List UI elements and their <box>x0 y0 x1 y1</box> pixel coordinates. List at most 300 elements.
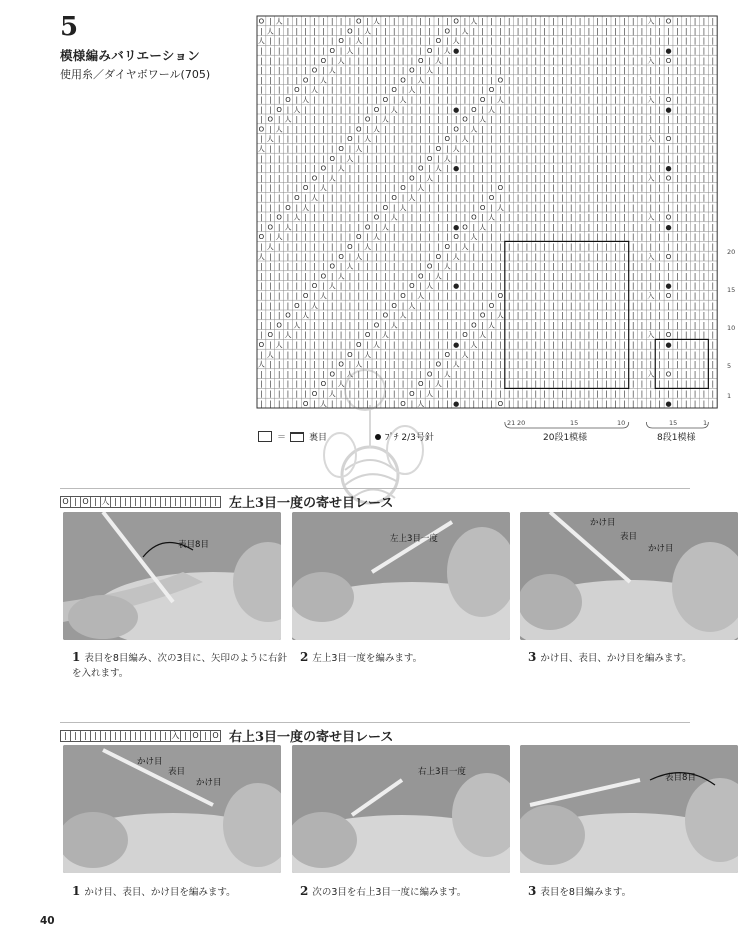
chart-cell: | <box>357 272 360 281</box>
chart-cell: | <box>410 360 414 369</box>
chart-cell: | <box>454 243 458 252</box>
chart-cell: | <box>339 194 343 203</box>
chart-cell: | <box>331 96 334 105</box>
chart-cell: | <box>640 262 644 271</box>
chart-cell: | <box>693 282 697 291</box>
chart-cell: | <box>481 174 484 183</box>
chart-cell: | <box>463 252 467 261</box>
chart-cell: | <box>569 47 573 56</box>
chart-cell: | <box>623 17 626 26</box>
chart-cell: | <box>525 292 529 301</box>
chart-cell: | <box>578 66 582 75</box>
chart-cell: | <box>578 223 582 232</box>
chart-cell: | <box>304 321 307 330</box>
chart-cell: | <box>490 164 493 173</box>
chart-cell: | <box>605 321 608 330</box>
chart-cell: | <box>578 145 582 154</box>
chart-cell: | <box>649 203 653 212</box>
chart-cell: | <box>357 203 360 212</box>
chart-cell: | <box>499 262 502 271</box>
chart-cell: 人 <box>417 184 425 193</box>
chart-cell: | <box>614 331 617 340</box>
chart-cell: | <box>543 66 546 75</box>
chart-cell: | <box>375 311 378 320</box>
chart-cell: | <box>516 184 520 193</box>
chart-cell: | <box>286 213 290 222</box>
chart-cell: 人 <box>381 331 389 340</box>
chart-cell: | <box>667 243 670 252</box>
chart-cell: | <box>631 321 635 330</box>
chart-cell: | <box>676 223 679 232</box>
chart-cell: 人 <box>372 341 380 350</box>
chart-cell: | <box>685 243 688 252</box>
chart-cell: | <box>410 272 414 281</box>
chart-cell: | <box>587 370 591 379</box>
chart-cell: | <box>472 301 476 310</box>
chart-cell: O <box>364 331 371 340</box>
chart-cell: | <box>269 252 272 261</box>
chart-cell: | <box>508 27 511 36</box>
chart-cell: | <box>623 164 626 173</box>
chart-cell: | <box>490 66 493 75</box>
chart-cell: 入 <box>647 135 655 144</box>
chart-cell: | <box>313 321 316 330</box>
chart-cell: | <box>269 76 272 85</box>
chart-cell: | <box>446 341 449 350</box>
chart-cell: | <box>569 145 573 154</box>
chart-cell: | <box>578 96 582 105</box>
chart-cell: | <box>543 252 546 261</box>
chart-cell: | <box>401 233 405 242</box>
chart-cell: O <box>258 125 265 134</box>
chart-cell: | <box>685 47 688 56</box>
chart-cell: | <box>481 399 484 408</box>
chart-cell: | <box>304 86 307 95</box>
chart-cell: | <box>454 56 458 65</box>
chart-cell: | <box>428 243 431 252</box>
chart-cell: | <box>313 350 316 359</box>
chart-cell: | <box>304 145 307 154</box>
chart-cell: | <box>348 56 352 65</box>
chart-cell: | <box>658 154 661 163</box>
chart-cell: | <box>711 233 714 242</box>
chart-cell: | <box>525 37 529 46</box>
chart-cell: | <box>561 203 564 212</box>
chart-cell: 人 <box>364 27 372 36</box>
chart-cell: | <box>375 399 378 408</box>
chart-cell: | <box>614 86 617 95</box>
chart-cell: | <box>702 272 706 281</box>
chart-cell: | <box>596 56 599 65</box>
chart-cell: | <box>401 350 405 359</box>
chart-cell: | <box>499 27 502 36</box>
chart-cell: | <box>658 399 661 408</box>
photo-label: かけ目 <box>137 757 163 767</box>
chart-cell: | <box>605 399 608 408</box>
chart-cell: | <box>569 27 573 36</box>
stitch-symbol: | <box>71 497 81 507</box>
chart-cell: | <box>676 380 679 389</box>
chart-cell: | <box>313 17 316 26</box>
chart-cell: | <box>693 135 697 144</box>
stitch-symbol: | <box>191 497 201 507</box>
chart-cell: | <box>304 47 307 56</box>
chart-cell: | <box>463 145 467 154</box>
chart-cell: | <box>277 184 281 193</box>
chart-cell: | <box>375 115 378 124</box>
chart-cell: | <box>561 194 564 203</box>
chart-cell: | <box>587 145 591 154</box>
chart-cell: | <box>623 145 626 154</box>
chart-cell: | <box>339 223 343 232</box>
chart-cell: 人 <box>381 115 389 124</box>
chart-cell: 人 <box>461 243 469 252</box>
chart-cell: | <box>534 66 537 75</box>
chart-cell: | <box>569 233 573 242</box>
chart-cell: | <box>481 47 484 56</box>
chart-cell: | <box>693 76 697 85</box>
chart-cell: | <box>658 66 661 75</box>
chart-cell: | <box>260 282 263 291</box>
chart-cell: | <box>543 301 546 310</box>
chart-cell: | <box>481 341 484 350</box>
chart-cell: | <box>631 154 635 163</box>
chart-cell: | <box>401 174 405 183</box>
chart-cell: | <box>277 223 281 232</box>
chart-cell: | <box>631 213 635 222</box>
chart-cell: | <box>454 213 458 222</box>
chart-cell: | <box>711 331 714 340</box>
chart-cell: | <box>552 350 555 359</box>
chart-cell: | <box>676 194 679 203</box>
pattern-number: 5 <box>60 12 79 42</box>
chart-cell: O <box>364 115 371 124</box>
chart-cell: | <box>357 47 360 56</box>
chart-cell: | <box>685 213 688 222</box>
chart-cell: | <box>410 105 414 114</box>
chart-cell: | <box>322 27 325 36</box>
chart-cell: | <box>428 17 431 26</box>
chart-cell: | <box>331 115 334 124</box>
chart-cell: | <box>605 203 608 212</box>
legend-bobble-label: ﾌﾟﾁ 2/3号針 <box>385 433 434 443</box>
chart-cell: O <box>665 252 672 261</box>
chart-cell: | <box>437 17 440 26</box>
chart-cell: | <box>516 76 520 85</box>
chart-cell: | <box>552 292 555 301</box>
chart-cell: | <box>322 301 325 310</box>
chart-cell: | <box>260 66 263 75</box>
photo-label: 表目 <box>168 767 186 777</box>
chart-cell: | <box>569 380 573 389</box>
chart-cell: | <box>481 17 484 26</box>
chart-cell: | <box>525 86 529 95</box>
chart-cell: | <box>401 56 405 65</box>
chart-cell: | <box>313 223 316 232</box>
chart-cell: O <box>373 213 380 222</box>
chart-cell: | <box>543 47 546 56</box>
chart-cell: | <box>676 135 679 144</box>
chart-cell: | <box>711 76 714 85</box>
chart-cell: | <box>623 292 626 301</box>
chart-cell: | <box>658 86 661 95</box>
photo-label: 左上3目一度 <box>390 534 438 544</box>
purl-symbol-icon <box>290 432 304 442</box>
chart-cell: | <box>401 47 405 56</box>
chart-cell: | <box>587 380 591 389</box>
chart-cell: | <box>384 174 387 183</box>
chart-cell: | <box>499 350 502 359</box>
chart-cell: | <box>322 360 325 369</box>
chart-cell: 人 <box>461 27 469 36</box>
chart-cell: | <box>490 341 493 350</box>
chart-cell: ● <box>665 282 672 291</box>
chart-cell: | <box>596 341 599 350</box>
chart-cell: | <box>481 360 484 369</box>
chart-cell: | <box>401 154 405 163</box>
chart-cell: | <box>552 17 555 26</box>
chart-cell: | <box>693 341 697 350</box>
chart-cell: 人 <box>417 292 425 301</box>
chart-cell: | <box>552 47 555 56</box>
chart-cell: | <box>587 96 591 105</box>
chart-cell: | <box>614 243 617 252</box>
chart-cell: | <box>348 213 352 222</box>
chart-cell: | <box>693 86 697 95</box>
chart-cell: | <box>516 125 520 134</box>
chart-cell: | <box>499 233 502 242</box>
chart-cell: | <box>499 135 502 144</box>
chart-cell: | <box>649 380 653 389</box>
chart-cell: | <box>649 125 653 134</box>
chart-cell: | <box>525 66 529 75</box>
chart-cell: | <box>676 341 679 350</box>
chart-cell: | <box>277 282 281 291</box>
chart-cell: | <box>331 125 334 134</box>
stitch-symbol: | <box>171 497 181 507</box>
chart-cell: | <box>631 125 635 134</box>
chart-cell: | <box>366 86 369 95</box>
chart-cell: | <box>419 125 422 134</box>
chart-cell: | <box>543 380 546 389</box>
chart-cell: | <box>401 27 405 36</box>
chart-cell: O <box>417 272 424 281</box>
chart-cell: | <box>552 243 555 252</box>
chart-cell: | <box>322 145 325 154</box>
chart-cell: | <box>693 370 697 379</box>
chart-cell: | <box>640 37 644 46</box>
chart-cell: | <box>543 399 546 408</box>
chart-cell: | <box>552 272 555 281</box>
chart-cell: | <box>516 115 520 124</box>
chart-cell: | <box>401 164 405 173</box>
chart-cell: | <box>649 223 653 232</box>
chart-cell: | <box>605 311 608 320</box>
chart-cell: | <box>419 47 422 56</box>
chart-cell: | <box>295 399 299 408</box>
chart-cell: | <box>384 135 387 144</box>
chart-cell: | <box>463 194 467 203</box>
repeat-label-left: 20段1模様 <box>543 433 588 443</box>
chart-cell: | <box>463 321 467 330</box>
chart-cell: | <box>269 56 272 65</box>
chart-cell: | <box>428 360 431 369</box>
chart-cell: | <box>437 27 440 36</box>
chart-cell: | <box>357 115 360 124</box>
chart-cell: | <box>260 223 263 232</box>
chart-cell: | <box>543 145 546 154</box>
chart-cell: | <box>419 331 422 340</box>
chart-cell: | <box>366 390 369 399</box>
chart-cell: 人 <box>461 350 469 359</box>
chart-cell: | <box>640 164 644 173</box>
chart-cell: | <box>490 203 493 212</box>
chart-cell: | <box>410 350 414 359</box>
chart-cell: | <box>658 203 661 212</box>
chart-cell: O <box>267 331 274 340</box>
chart-cell: | <box>561 321 564 330</box>
chart-cell: | <box>322 66 325 75</box>
chart-cell: | <box>543 154 546 163</box>
chart-cell: | <box>658 321 661 330</box>
chart-cell: | <box>357 282 360 291</box>
chart-cell: | <box>693 145 697 154</box>
chart-cell: | <box>569 125 573 134</box>
chart-cell: | <box>711 164 714 173</box>
chart-cell: | <box>437 194 440 203</box>
chart-cell: | <box>596 399 599 408</box>
chart-cell: | <box>260 56 263 65</box>
chart-cell: | <box>313 331 316 340</box>
chart-cell: | <box>561 37 564 46</box>
chart-cell: | <box>667 125 670 134</box>
stitch-symbol: | <box>181 497 191 507</box>
chart-cell: | <box>384 125 387 134</box>
chart-cell: | <box>578 213 582 222</box>
chart-cell: 人 <box>293 321 301 330</box>
chart-cell: | <box>702 194 706 203</box>
chart-cell: | <box>322 47 325 56</box>
chart-cell: | <box>516 311 520 320</box>
chart-cell: | <box>596 262 599 271</box>
chart-cell: | <box>446 145 449 154</box>
chart-cell: | <box>322 341 325 350</box>
chart-cell: | <box>711 341 714 350</box>
chart-cell: | <box>410 76 414 85</box>
chart-cell: | <box>561 272 564 281</box>
chart-cell: | <box>676 145 679 154</box>
chart-cell: | <box>472 380 476 389</box>
chart-cell: | <box>331 37 334 46</box>
chart-cell: | <box>693 380 697 389</box>
chart-cell: | <box>269 125 272 134</box>
repeat-brace <box>646 422 708 428</box>
chart-cell: | <box>375 194 378 203</box>
chart-cell: | <box>702 76 706 85</box>
chart-cell: | <box>552 145 555 154</box>
chart-cell: | <box>392 399 396 408</box>
chart-cell: 人 <box>293 105 301 114</box>
chart-cell: O <box>497 399 504 408</box>
chart-cell: | <box>410 252 414 261</box>
chart-cell: | <box>596 105 599 114</box>
chart-cell: | <box>392 360 396 369</box>
chart-cell: | <box>667 184 670 193</box>
chart-cell: | <box>685 174 688 183</box>
chart-cell: | <box>561 223 564 232</box>
chart-cell: 人 <box>496 203 504 212</box>
chart-cell: | <box>401 17 405 26</box>
chart-cell: | <box>543 390 546 399</box>
chart-cell: | <box>516 292 520 301</box>
chart-cell: | <box>658 282 661 291</box>
chart-cell: | <box>543 27 546 36</box>
chart-cell: | <box>463 370 467 379</box>
chart-cell: | <box>614 292 617 301</box>
chart-cell: | <box>392 311 396 320</box>
chart-cell: | <box>313 341 316 350</box>
chart-cell: | <box>463 292 467 301</box>
chart-cell: | <box>693 27 697 36</box>
chart-cell: | <box>614 360 617 369</box>
chart-cell: | <box>499 213 502 222</box>
chart-cell: | <box>481 135 484 144</box>
chart-cell: | <box>384 399 387 408</box>
chart-cell: | <box>446 37 449 46</box>
chart-cell: | <box>357 86 360 95</box>
chart-cell: | <box>614 66 617 75</box>
chart-cell: | <box>508 301 511 310</box>
chart-cell: | <box>313 184 316 193</box>
chart-cell: | <box>623 252 626 261</box>
chart-cell: | <box>693 223 697 232</box>
stitch-symbol: | <box>161 731 171 741</box>
stitch-symbol: | <box>141 731 151 741</box>
chart-cell: | <box>322 370 325 379</box>
chart-cell: | <box>339 341 343 350</box>
chart-cell: | <box>454 272 458 281</box>
chart-cell: | <box>277 252 281 261</box>
chart-cell: | <box>419 174 422 183</box>
chart-cell: | <box>401 321 405 330</box>
chart-cell: | <box>631 262 635 271</box>
chart-cell: | <box>667 360 670 369</box>
chart-cell: | <box>463 96 467 105</box>
chart-cell: | <box>437 350 440 359</box>
chart-cell: | <box>499 115 502 124</box>
chart-cell: O <box>364 223 371 232</box>
chart-cell: | <box>561 135 564 144</box>
chart-cell: | <box>481 184 484 193</box>
chart-cell: | <box>375 301 378 310</box>
chart-cell: | <box>649 76 653 85</box>
chart-cell: 人 <box>257 252 265 261</box>
chart-cell: | <box>357 321 360 330</box>
chart-cell: | <box>561 262 564 271</box>
chart-cell: | <box>508 311 511 320</box>
chart-cell: | <box>552 370 555 379</box>
chart-cell: O <box>285 311 291 320</box>
chart-cell: | <box>631 399 635 408</box>
chart-cell: 人 <box>302 96 310 105</box>
photo-label: 表目8目 <box>178 540 209 550</box>
chart-cell: | <box>711 370 714 379</box>
chart-cell: | <box>569 223 573 232</box>
chart-cell: | <box>490 27 493 36</box>
chart-cell: | <box>623 174 626 183</box>
chart-cell: | <box>605 96 608 105</box>
chart-cell: | <box>640 17 644 26</box>
